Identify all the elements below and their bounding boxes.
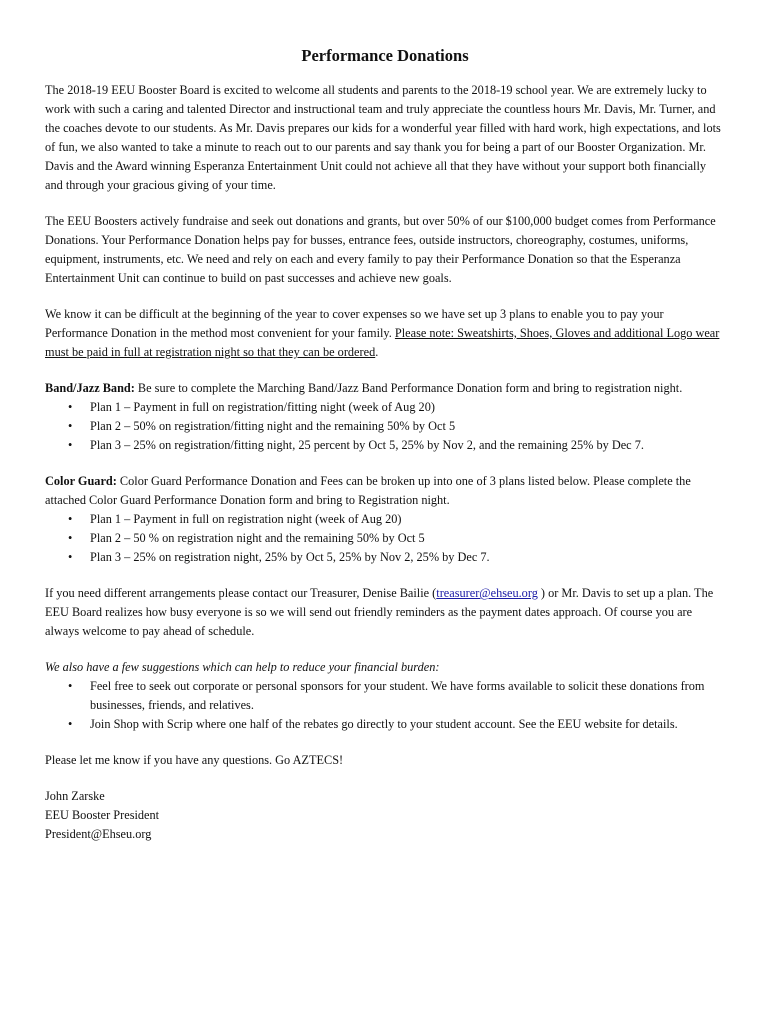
page-title: Performance Donations	[301, 46, 469, 65]
contact-before: If you need different arrangements please contact our Treasurer, Denise Bailie (	[45, 586, 437, 600]
contact-after: ) or Mr. Davis to set up a plan. The EEU Board realizes how busy everyone is so we will send out friendly reminders as the payment dates approach. Of course you are always welcome to pay ahead of schedule.	[45, 586, 714, 638]
guard-text: Color Guard Performance Donation and Fees can be broken up into one of 3 plans listed below. Please complete the attached Color Guard Performance Donation form and bring to Registration night.	[45, 474, 691, 507]
fundraise-paragraph: The EEU Boosters actively fundraise and seek out donations and grants, but over 50% of our $100,000 budget comes from Performance Donations. Your Performance Donation helps pay for busses, entrance fees, outside instructors, choreography, costumes, uniforms, equipment, instruments, etc. We need and rely on each and every family to pay their Performance Donation so that the Esperanza Entertainment Unit can continue to build on past successes and achieve new goals.	[45, 214, 716, 285]
band-lead: Band/Jazz Band:	[45, 381, 135, 395]
closing-paragraph: Please let me know if you have any questions. Go AZTECS!	[45, 753, 344, 767]
plans-note: Please note: Sweatshirts, Shoes, Gloves and additional Logo wear must be paid in full at registration night so that they can be ordered	[45, 326, 720, 359]
list-item: • Join Shop with Scrip where one half of the rebates go directly to your student account. See the EEU website for details.	[45, 715, 725, 734]
document-page	[45, 44, 725, 844]
signature-name: John Zarske	[45, 789, 105, 803]
signature-email: President@Ehseu.org	[45, 827, 152, 841]
band-paragraph	[45, 379, 725, 398]
list-item: • Feel free to seek out corporate or personal sponsors for your student. We have forms available to solicit these donations from businesses, friends, and relatives.	[45, 677, 725, 715]
signature-role: EEU Booster President	[45, 808, 160, 822]
list-item: • Plan 3 – 25% on registration/fitting night, 25 percent by Oct 5, 25% by Nov 2, and the remaining 25% by Dec 7.	[45, 436, 725, 455]
list-item: • Plan 3 – 25% on registration night, 25% by Oct 5, 25% by Nov 2, 25% by Dec 7.	[45, 548, 725, 567]
guard-paragraph	[45, 472, 725, 510]
plans-intro-paragraph	[45, 305, 725, 362]
list-item: • Plan 1 – Payment in full on registration/fitting night (week of Aug 20)	[45, 398, 725, 417]
band-plan-list	[45, 398, 725, 455]
list-item: • Plan 2 – 50% on registration/fitting night and the remaining 50% by Oct 5	[45, 417, 725, 436]
plans-intro-text: We know it can be difficult at the beginning of the year to cover expenses so we have set up 3 plans to enable you to pay your Performance Donation in the method most convenient for your family.	[45, 307, 664, 340]
list-item: • Plan 1 – Payment in full on registration night (week of Aug 20)	[45, 510, 725, 529]
suggestions-list	[45, 677, 725, 734]
treasurer-email-link[interactable]: treasurer@ehseu.org	[436, 586, 538, 600]
intro-paragraph: The 2018-19 EEU Booster Board is excited to welcome all students and parents to the 2018-19 school year. We are extremely lucky to work with such a caring and talented Director and instructional team and truly appreciate the countless hours Mr. Davis, Mr. Turner, and the coaches devote to our students. As Mr. Davis prepares our kids for a wonderful year filled with hard work, high expectations, and lots of fun, we also wanted to take a minute to reach out to our parents and say thank you for being a part of our Booster Organization. Mr. Davis and the Award winning Esperanza Entertainment Unit could not achieve all that they have without your support both financially and through your gracious giving of your time.	[45, 83, 721, 192]
contact-paragraph	[45, 584, 725, 641]
guard-lead: Color Guard:	[45, 474, 117, 488]
plans-note-end: .	[375, 345, 379, 359]
band-text: Be sure to complete the Marching Band/Jazz Band Performance Donation form and bring to registration night.	[134, 381, 683, 395]
guard-plan-list	[45, 510, 725, 567]
suggestions-heading: We also have a few suggestions which can help to reduce your financial burden:	[45, 660, 440, 674]
list-item: • Plan 2 – 50 % on registration night and the remaining 50% by Oct 5	[45, 529, 725, 548]
